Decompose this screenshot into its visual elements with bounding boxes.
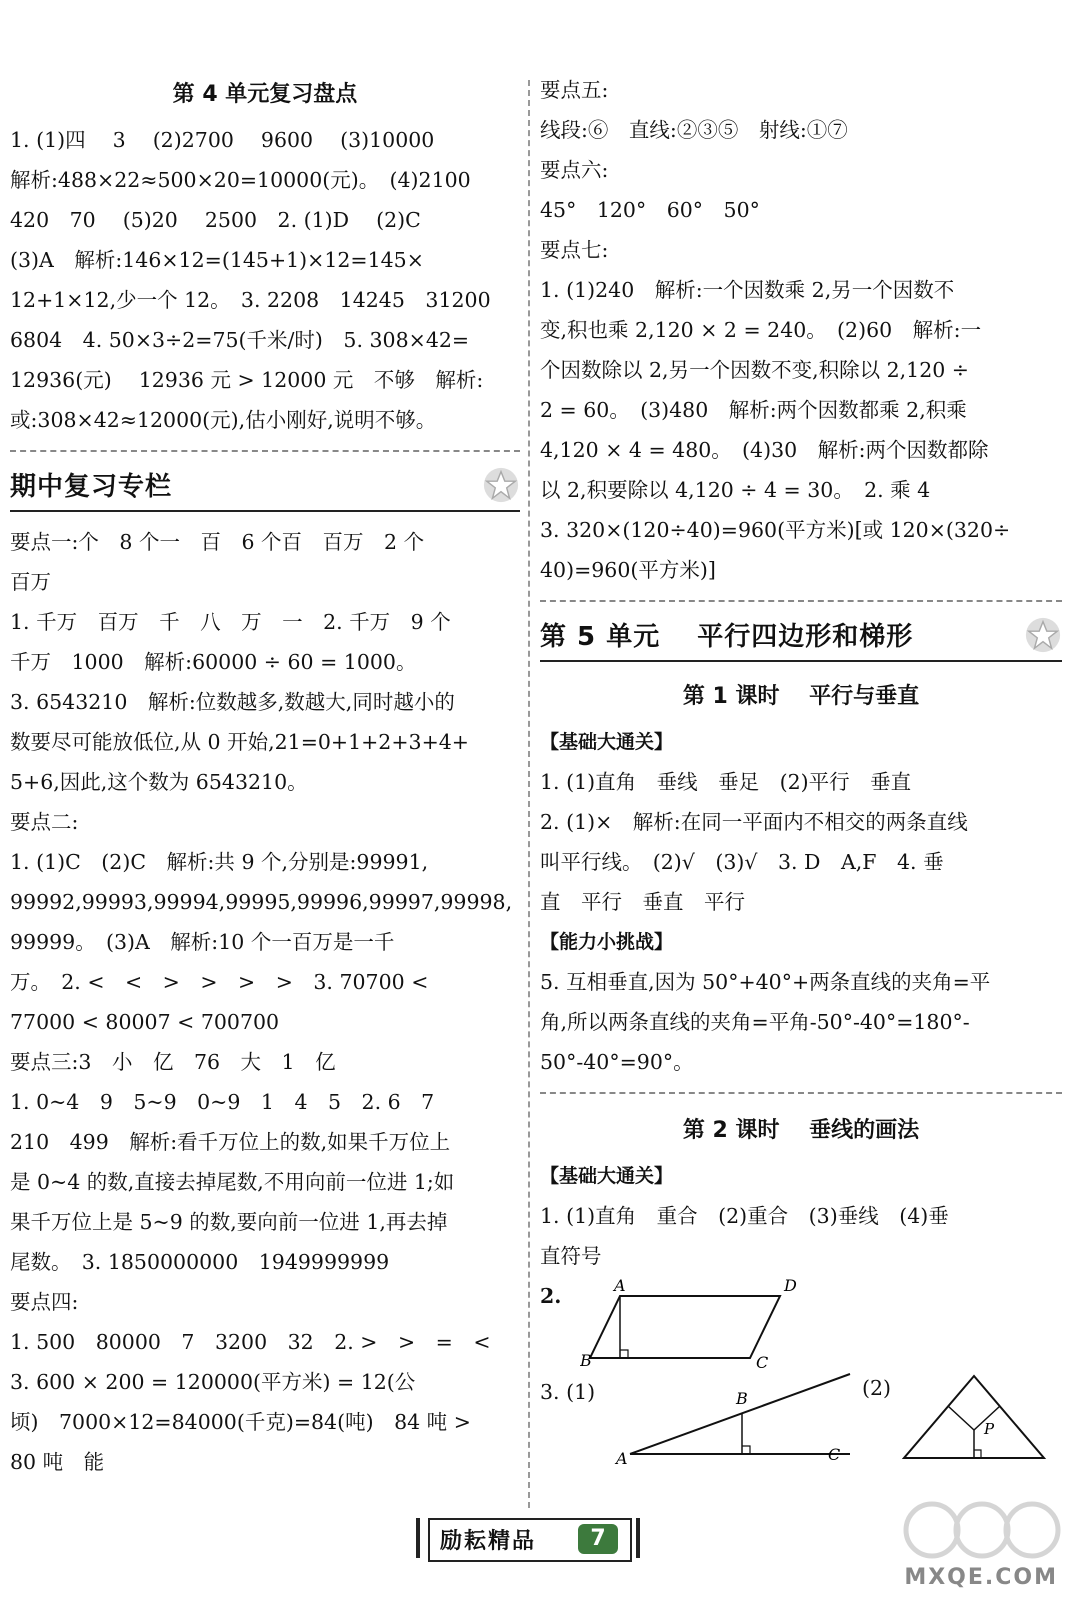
midterm-line: 要点三:3 小 亿 76 大 1 亿 <box>10 1050 336 1074</box>
left-column <box>10 70 520 1482</box>
keypoint-line: 变,积也乘 2,120 × 2 = 240。 (2)60 解析:一 <box>540 318 982 342</box>
keypoint-line: 2 = 60。 (3)480 解析:两个因数都乘 2,积乘 <box>540 398 967 422</box>
footer-bar-right <box>636 1518 640 1558</box>
keypoint-line: 40)=960(平方米)] <box>540 558 716 582</box>
midterm-line: 千万 1000 解析:60000 ÷ 60 = 1000。 <box>10 650 417 674</box>
keypoint-line: 以 2,积要除以 4,120 ÷ 4 = 30。 2. 乘 4 <box>540 478 931 502</box>
unit4-line: 12936(元) 12936 元 > 12000 元 不够 解析: <box>10 368 484 392</box>
q3-label: 3. (1) <box>540 1380 596 1404</box>
triangle-diagram <box>902 1368 1052 1468</box>
lesson2-basic-line: 直符号 <box>540 1244 602 1268</box>
unit5-section-header <box>540 614 1062 664</box>
brand-box <box>428 1518 632 1562</box>
label-C: C <box>756 1353 769 1368</box>
lesson2-basic-line: 1. (1)直角 重合 (2)重合 (3)垂线 (4)垂 <box>540 1204 949 1228</box>
basic-label: 【基础大通关】 <box>540 1165 674 1187</box>
midterm-title: 期中复习专栏 <box>10 472 173 502</box>
label-C: C <box>828 1445 841 1464</box>
midterm-line: 万。 2. < < > > > > 3. 70700 < <box>10 970 429 994</box>
midterm-line: 210 499 解析:看千万位上的数,如果千万位上 <box>10 1130 451 1154</box>
column-divider <box>528 80 530 1508</box>
keypoint-line: 3. 320×(120÷40)=960(平方米)[或 120×(320÷ <box>540 518 1011 542</box>
parallelogram-diagram <box>580 1276 840 1368</box>
star-icon <box>482 466 520 504</box>
midterm-line: 尾数。 3. 1850000000 1949999999 <box>10 1250 390 1274</box>
unit5-title: 第 5 单元 平行四边形和梯形 <box>540 622 914 652</box>
lesson1-basic-line: 直 平行 垂直 平行 <box>540 890 745 914</box>
divider <box>540 1092 1062 1094</box>
midterm-line: 1. (1)C (2)C 解析:共 9 个,分别是:99991, <box>10 850 429 874</box>
keypoint-line: 1. (1)240 解析:一个因数乘 2,另一个因数不 <box>540 278 955 302</box>
midterm-line: 是 0~4 的数,直接去掉尾数,不用向前一位进 1;如 <box>10 1170 455 1194</box>
midterm-line: 数要尽可能放低位,从 0 开始,21=0+1+2+3+4+ <box>10 730 469 754</box>
lesson1-challenge-line: 5. 互相垂直,因为 50°+40°+两条直线的夹角=平 <box>540 970 991 994</box>
lesson1-basic-answers <box>540 762 1062 922</box>
keypoint-line: 个因数除以 2,另一个因数不变,积除以 2,120 ÷ <box>540 358 969 382</box>
key-points-answers <box>540 70 1062 590</box>
unit4-line: (3)A 解析:146×12=(145+1)×12=145× <box>10 248 424 272</box>
lesson1-basic-line: 2. (1)× 解析:在同一平面内不相交的两条直线 <box>540 810 968 834</box>
section-underline <box>10 510 520 512</box>
midterm-line: 77000 < 80007 < 700700 <box>10 1010 280 1034</box>
keypoint-line: 要点七: <box>540 238 609 262</box>
star-icon <box>1024 616 1062 654</box>
midterm-line: 1. 千万 百万 千 八 万 一 2. 千万 9 个 <box>10 610 451 634</box>
label-A: A <box>616 1449 628 1468</box>
label-B: B <box>736 1389 748 1408</box>
midterm-line: 99992,99993,99994,99995,99996,99997,99998, <box>10 890 513 914</box>
label-D: D <box>784 1276 797 1295</box>
midterm-section-header <box>10 464 520 514</box>
label-P: P <box>984 1420 995 1438</box>
unit4-line: 1. (1)四 3 (2)2700 9600 (3)10000 <box>10 128 435 152</box>
q3b-label: (2) <box>862 1376 892 1400</box>
figure-perpendiculars <box>540 1368 1062 1468</box>
midterm-line: 顷) 7000×12=84000(千克)=84(吨) 84 吨 > <box>10 1410 471 1434</box>
midterm-line: 要点四: <box>10 1290 79 1314</box>
divider <box>10 450 520 452</box>
keypoint-line: 45° 120° 60° 50° <box>540 198 760 222</box>
midterm-line: 百万 <box>10 570 51 594</box>
unit4-line: 或:308×42≈12000(元),估小刚好,说明不够。 <box>10 408 437 432</box>
lesson1-basic-line: 1. (1)直角 垂线 垂足 (2)平行 垂直 <box>540 770 912 794</box>
unit4-line: 12+1×12,少一个 12。 3. 2208 14245 31200 <box>10 288 491 312</box>
lesson1-challenge-answers <box>540 962 1062 1082</box>
section-underline <box>540 660 1062 662</box>
right-column <box>540 70 1062 1468</box>
keypoint-line: 要点六: <box>540 158 609 182</box>
basic-label: 【基础大通关】 <box>540 731 674 753</box>
midterm-line: 80 吨 能 <box>10 1450 105 1474</box>
unit4-review-title: 第 4 单元复习盘点 <box>172 82 358 107</box>
unit4-line: 6804 4. 50×3÷2=75(千米/时) 5. 308×42= <box>10 328 470 352</box>
midterm-line: 果千万位上是 5~9 的数,要向前一位进 1,再去掉 <box>10 1210 448 1234</box>
footer-bar-left <box>416 1518 420 1558</box>
midterm-line: 5+6,因此,这个数为 6543210。 <box>10 770 308 794</box>
midterm-line: 3. 600 × 200 = 120000(平方米) = 12(公 <box>10 1370 416 1394</box>
lesson2-title: 第 2 课时 垂线的画法 <box>682 1118 920 1143</box>
brand-name: 励耘精品 <box>440 1529 537 1554</box>
divider <box>540 600 1062 602</box>
keypoint-line: 要点五: <box>540 78 609 102</box>
midterm-line: 99999。 (3)A 解析:10 个一百万是一千 <box>10 930 395 954</box>
midterm-line: 要点二: <box>10 810 79 834</box>
lesson1-basic-line: 叫平行线。 (2)√ (3)√ 3. D A,F 4. 垂 <box>540 850 944 874</box>
page-number: 7 <box>578 1524 618 1554</box>
unit4-answers <box>10 120 520 440</box>
keypoint-line: 线段:⑥ 直线:②③⑤ 射线:①⑦ <box>540 118 848 142</box>
midterm-line: 1. 500 80000 7 3200 32 2. > > = < <box>10 1330 491 1354</box>
midterm-line: 要点一:个 8 个一 百 6 个百 百万 2 个 <box>10 530 425 554</box>
midterm-line: 3. 6543210 解析:位数越多,数越大,同时越小的 <box>10 690 455 714</box>
unit4-line: 解析:488×22≈500×20=10000(元)。 (4)2100 <box>10 168 471 192</box>
keypoint-line: 4,120 × 4 = 480。 (4)30 解析:两个因数都除 <box>540 438 989 462</box>
angle-diagram <box>610 1368 870 1468</box>
midterm-answers <box>10 522 520 1482</box>
lesson2-basic-answers <box>540 1196 1062 1276</box>
label-A: A <box>614 1276 626 1295</box>
midterm-line: 1. 0~4 9 5~9 0~9 1 4 5 2. 6 7 <box>10 1090 435 1114</box>
lesson1-challenge-line: 50°-40°=90°。 <box>540 1050 694 1074</box>
label-B: B <box>580 1351 592 1368</box>
lesson1-challenge-line: 角,所以两条直线的夹角=平角-50°-40°=180°- <box>540 1010 970 1034</box>
lesson1-title: 第 1 课时 平行与垂直 <box>682 684 920 709</box>
challenge-label: 【能力小挑战】 <box>540 931 674 953</box>
figure-parallelogram <box>540 1276 1062 1368</box>
watermark-text: MXQE.COM <box>904 1565 1058 1590</box>
q2-label: 2. <box>540 1284 562 1308</box>
unit4-line: 420 70 (5)20 2500 2. (1)D (2)C <box>10 208 421 232</box>
